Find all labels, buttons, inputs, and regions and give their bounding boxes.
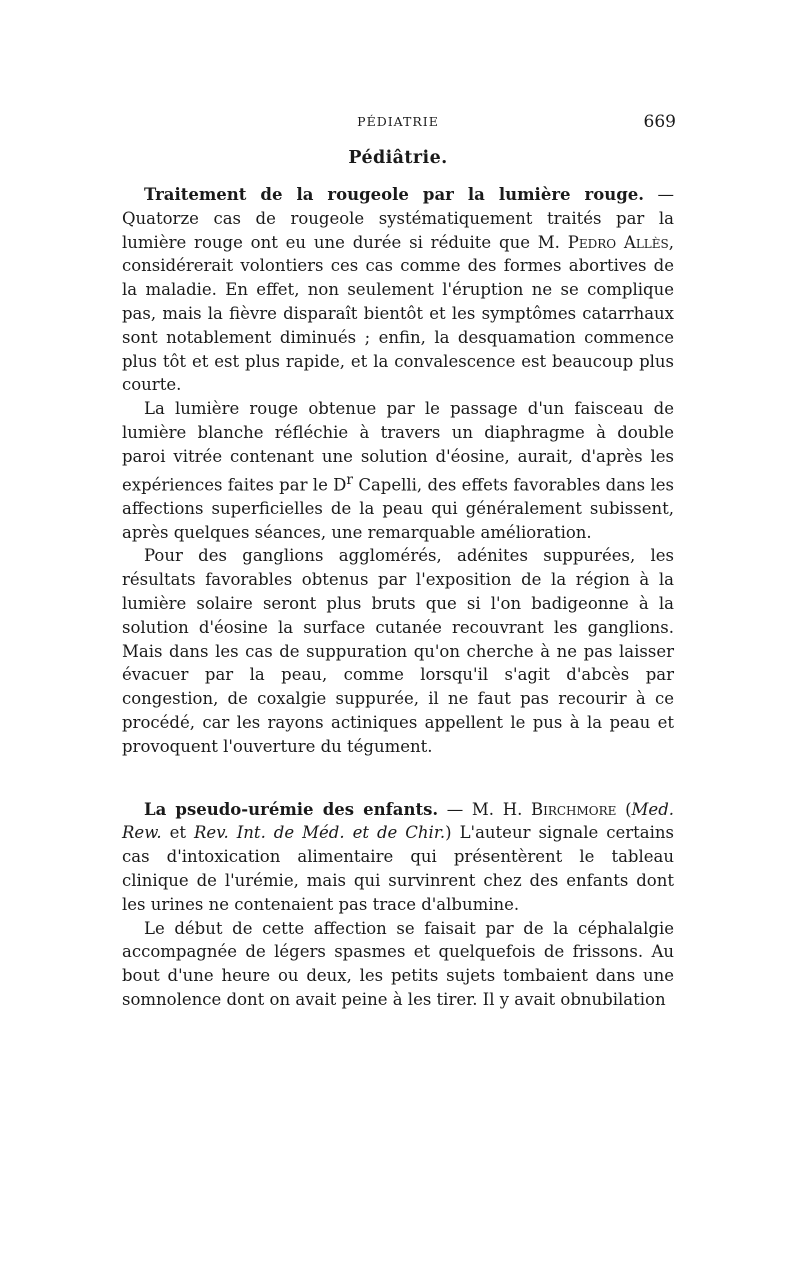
running-title: PÉDIATRIE [357, 114, 439, 129]
paragraph: Le début de cette affection se faisait par de la céphalalgie accompagnée de légers spasmes et quelquefois de frissons. Au bout d'une heure ou deux, les petits sujets tombaient dans une somnolence dont on avait peine à les tirer. Il y avait obnubilation [122, 918, 674, 1009]
paragraph-text: L'auteur signale certains cas d'intoxication alimentaire qui présentèrent le tableau clinique de l'urémie, mais qui survinrent chez des enfants dont les urines ne contenaient pas trace d'albumine. [122, 823, 674, 914]
em-dash: — [438, 799, 472, 819]
paragraph-text: , considérerait volontiers ces cas comme des formes abortives de la maladie. En effet, non seulement l'éruption ne se complique pas, mais la fièvre disparaît bientôt et les symptômes catarrhaux sont notablement diminués ; enfin, la desquamation commence plus tôt et est plus rapide, et la convalescence est beaucoup plus courte. [122, 232, 675, 395]
paragraph [122, 397, 674, 544]
article-heading: La pseudo-urémie des enfants. [144, 799, 439, 819]
journal-name: Rev. Int. de Méd. et de Chir. [194, 823, 446, 843]
source-bracket: ) [445, 823, 452, 843]
section-title: Pédiâtrie. [348, 148, 448, 168]
author-name: Pedro Allès [567, 232, 669, 252]
running-head [122, 108, 674, 136]
paragraph: Pour des ganglions agglomérés, adénites suppurées, les résultats favorables obtenus par l'exposition de la région à la lumière solaire seront plus bruts que si l'on badigeonne à la solution d'éosine la surface cutanée recouvrant les ganglions. Mais dans les cas de suppuration qu'on cherche à ne pas laisser évacuer par la peau, comme lorsqu'il s'agit d'abcès par congestion, de coxalgie suppurée, il ne faut pas recourir à ce procédé, car les rayons actiniques appellent le pus à la peau et provoquent l'ouverture du tégument. [122, 546, 674, 756]
em-dash: — [643, 185, 674, 204]
paragraph-text: Quatorze cas de rougeole systématiquement traités par la lumière rouge ont eu une durée si réduite que M. [122, 208, 674, 252]
paragraph [122, 183, 674, 397]
book-page [122, 108, 674, 1012]
page-number: 669 [643, 112, 676, 132]
journal-name: Med. Rew. [122, 799, 674, 843]
source-bracket: ( [616, 799, 632, 819]
article-rougeole [122, 183, 674, 759]
author-name: Birchmore [530, 799, 617, 819]
author-prefix: M. H. [471, 799, 531, 819]
source-conjunction: et [161, 823, 194, 843]
superscript: r [346, 471, 353, 488]
paragraph [122, 798, 674, 917]
paragraph-text: La lumière rouge obtenue par le passage d'un faisceau de lumière blanche réfléchie à travers un diaphragme à double paroi vitrée contenant une solution d'éosine, aurait, d'après les expériences faites par le D [122, 399, 674, 495]
article-heading: Traitement de la rougeole par la lumière rouge. [144, 185, 644, 204]
paragraph-text: Capelli, des effets favorables dans les affections superficielles de la peau qui généralement subissent, après quelques séances, une remarquable amélioration. [122, 475, 674, 542]
article-pseudo-uremie [122, 798, 674, 1012]
